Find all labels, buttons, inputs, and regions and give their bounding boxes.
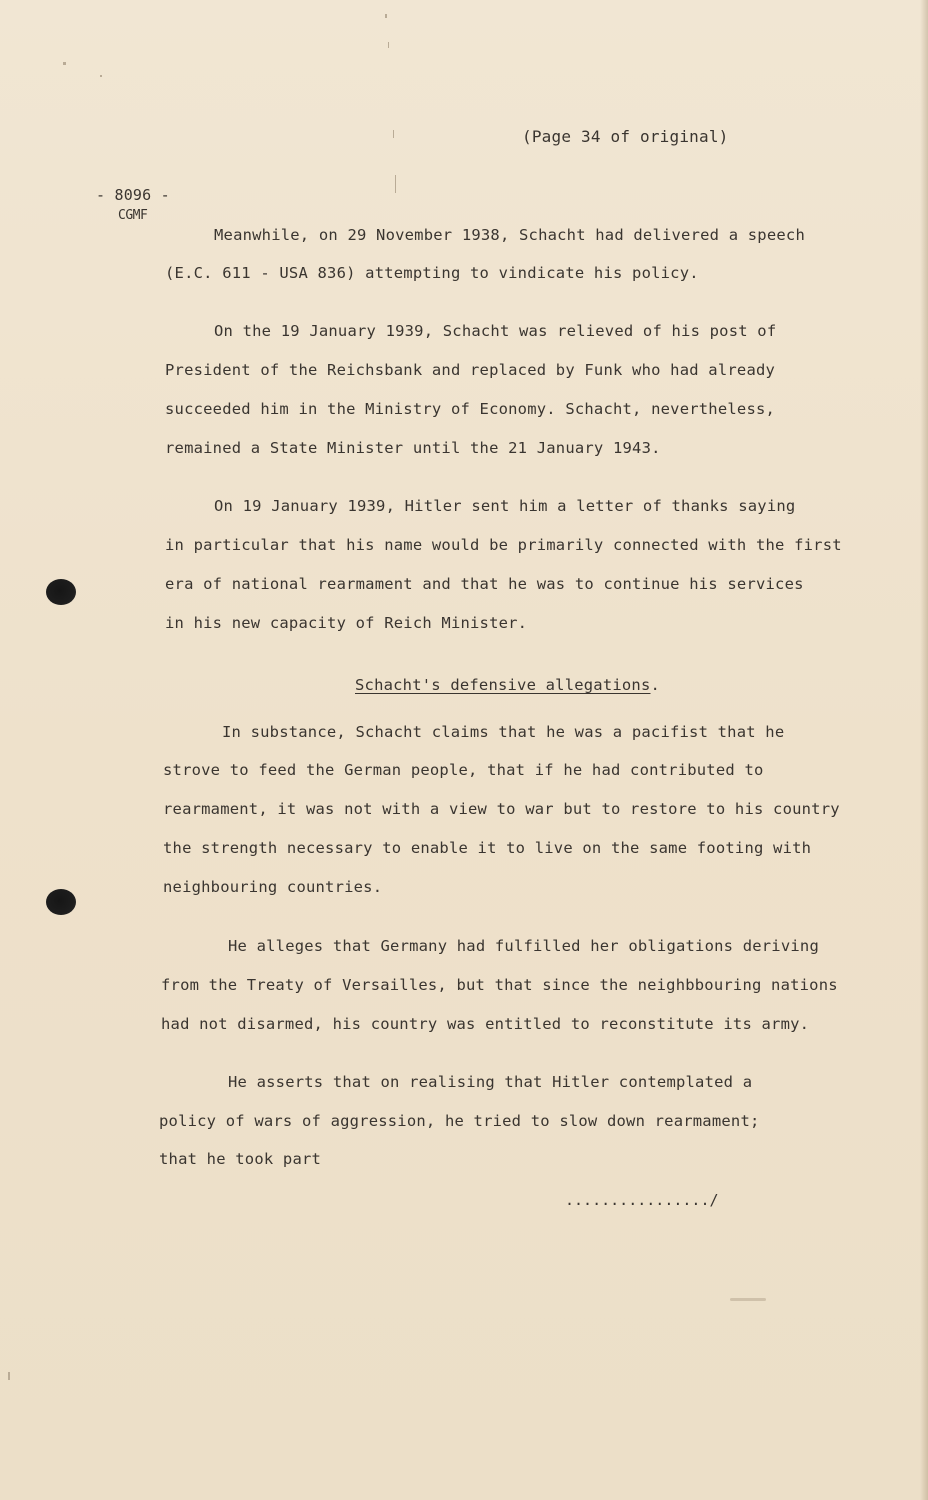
paragraph-5-line-2: from the Treaty of Versailles, but that since the neighbbouring nations (161, 976, 838, 994)
punch-hole-upper (46, 579, 76, 605)
paragraph-4-line-1: In substance, Schacht claims that he was a pacifist that he (222, 723, 785, 741)
continuation-marker: ................/ (565, 1191, 719, 1209)
scan-speck (8, 1372, 10, 1380)
scan-speck (388, 42, 389, 48)
paragraph-2-line-3: succeeded him in the Ministry of Economy. Schacht, nevertheless, (165, 400, 776, 418)
paragraph-1-line-2: (E.C. 611 - USA 836) attempting to vindicate his policy. (165, 264, 699, 282)
punch-hole-lower (46, 889, 76, 915)
paragraph-5-line-1: He alleges that Germany had fulfilled her obligations deriving (228, 937, 819, 955)
scan-speck (393, 130, 394, 138)
section-heading (355, 675, 660, 695)
paragraph-6-line-2: policy of wars of aggression, he tried to slow down rearmament; (159, 1112, 760, 1130)
paragraph-2-line-4: remained a State Minister until the 21 January 1943. (165, 439, 661, 457)
paragraph-4-line-3: rearmament, it was not with a view to war but to restore to his country (163, 800, 840, 818)
paragraph-4-line-2: strove to feed the German people, that if he had contributed to (163, 761, 764, 779)
section-heading-text: Schacht's defensive allegations (355, 676, 651, 694)
page-edge-shadow (920, 0, 928, 1500)
paragraph-6-line-3: that he took part (159, 1150, 322, 1168)
paragraph-3-line-2: in particular that his name would be primarily connected with the first (165, 536, 842, 554)
paragraph-6-line-1: He asserts that on realising that Hitler contemplated a (228, 1073, 753, 1091)
scan-speck (395, 175, 396, 193)
paragraph-3-line-3: era of national rearmament and that he was to continue his services (165, 575, 804, 593)
paragraph-2-line-2: President of the Reichsbank and replaced by Funk who had already (165, 361, 776, 379)
paragraph-5-line-3: had not disarmed, his country was entitled to reconstitute its army. (161, 1015, 810, 1033)
scan-speck (63, 62, 66, 65)
original-page-reference: (Page 34 of original) (522, 127, 729, 146)
document-code: CGMF (118, 208, 148, 223)
paragraph-3-line-4: in his new capacity of Reich Minister. (165, 614, 528, 632)
paragraph-1-line-1: Meanwhile, on 29 November 1938, Schacht had delivered a speech (214, 226, 805, 244)
paragraph-2-line-1: On the 19 January 1939, Schacht was relieved of his post of (214, 322, 777, 340)
scan-speck (100, 75, 102, 77)
scan-speck (385, 14, 387, 18)
scan-smudge (730, 1298, 766, 1301)
paragraph-3-line-1: On 19 January 1939, Hitler sent him a letter of thanks saying (214, 497, 796, 515)
page-number: - 8096 - (96, 186, 170, 204)
paragraph-4-line-5: neighbouring countries. (163, 878, 383, 896)
section-heading-period: . (650, 676, 661, 694)
paragraph-4-line-4: the strength necessary to enable it to live on the same footing with (163, 839, 812, 857)
